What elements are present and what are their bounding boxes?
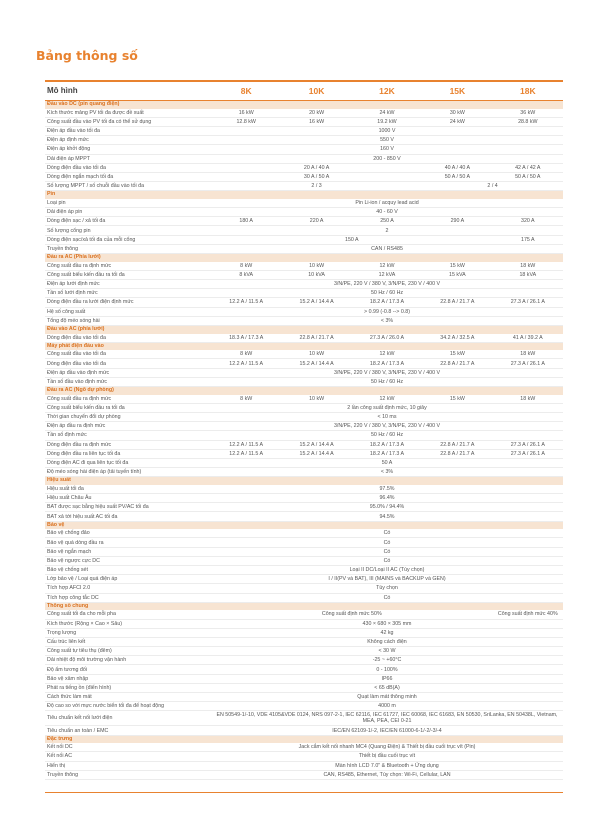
row-value: 18 kVA [493, 270, 563, 279]
row-label: Phát ra tiếng ồn (điển hình) [45, 683, 211, 692]
row-value: 18 kW [493, 350, 563, 359]
row-value: 15.2 A / 14.4 A [281, 449, 351, 458]
row-value: EN 50549-1/-10, VDE 4105&VDE 0124, NRS 097-2-1, IEC 62116, IEC 61727, IEC 60068, IEC 61683, EN 50530, SriLanka, EN 50438L, Vietnam, MEA, PEA, CEI 0-21 [211, 711, 563, 726]
row-value: 12.2 A / 11.5 A [211, 449, 281, 458]
row-value: 8 kVA [211, 270, 281, 279]
row-label: BAT xả tới hiệu suất AC tối đa [45, 512, 211, 521]
row-value: 250 A [352, 217, 422, 226]
row-label: Điện áp đầu vào định mức [45, 368, 211, 377]
row-value: 15.2 A / 14.4 A [281, 359, 351, 368]
row-value: 3/N/PE, 220 V / 380 V, 3/N/PE, 230 V / 400 V [211, 279, 563, 288]
table-row [45, 279, 563, 288]
row-value: IP66 [211, 674, 563, 683]
row-value: Thiết bị đầu cuối trục vít [211, 752, 563, 761]
row-value: 3/N/PE, 220 V / 380 V, 3/N/PE, 230 V / 400 V [211, 422, 563, 431]
header-model-18k: 18K [493, 81, 563, 101]
row-value: 220 A [281, 217, 351, 226]
row-value: 10 kW [281, 395, 351, 404]
section-header [45, 735, 563, 743]
row-value: 41 A / 39.2 A [493, 334, 563, 343]
row-value: 18.2 A / 17.3 A [352, 298, 422, 307]
table-row [45, 109, 563, 118]
row-label: Công suất đầu vào PV tối đa có thể sử dụng [45, 117, 211, 126]
row-value: 12 kW [352, 262, 422, 271]
row-value: 22.8 A / 21.7 A [422, 298, 492, 307]
table-row [45, 377, 563, 386]
section-header [45, 101, 563, 109]
row-value [211, 163, 281, 172]
table-row [45, 770, 563, 779]
row-value: Có [211, 538, 563, 547]
row-value: 18.2 A / 17.3 A [352, 359, 422, 368]
row-label: Tiêu chuẩn kết nối lưới điện [45, 711, 211, 726]
row-value: I / II(PV và BAT), III (MAINS và BACKUP và GEN) [211, 575, 563, 584]
table-row [45, 619, 563, 628]
row-value: 50 A / 50 A [493, 172, 563, 181]
row-value: 94.5% [211, 512, 563, 521]
row-label: Điện áp định mức [45, 136, 211, 145]
row-value [211, 182, 281, 191]
row-value: 10 kW [281, 262, 351, 271]
section-header [45, 325, 563, 333]
row-value: 15 kW [422, 350, 492, 359]
row-label: Cấu trúc liên kết [45, 637, 211, 646]
row-value: < 65 dB(A) [211, 683, 563, 692]
row-value [211, 172, 281, 181]
section-header [45, 387, 563, 395]
row-value: 430 × 680 × 305 mm [211, 619, 563, 628]
row-value: 8 kW [211, 395, 281, 404]
section-header [45, 342, 563, 350]
row-value: 18.3 A / 17.3 A [211, 334, 281, 343]
table-row [45, 440, 563, 449]
header-model-label: Mô hình [45, 81, 211, 101]
table-row [45, 512, 563, 521]
row-label: Dòng điện AC đi qua liên tục tối đa [45, 458, 211, 467]
table-row [45, 395, 563, 404]
table-row [45, 593, 563, 602]
row-value: 10 kW [281, 350, 351, 359]
row-label: Hiệu suất Châu Âu [45, 494, 211, 503]
table-row [45, 199, 563, 208]
table-row [45, 575, 563, 584]
row-value: 18.2 A / 17.3 A [352, 440, 422, 449]
table-row [45, 637, 563, 646]
row-value: > 0.99 (-0.8 --> 0.8) [211, 307, 563, 316]
section-title: Máy phát điện đầu vào [45, 342, 563, 350]
row-value: 3/N/PE, 220 V / 380 V, 3/N/PE, 230 V / 400 V [211, 368, 563, 377]
row-value: 42 kg [211, 628, 563, 637]
row-value: 15 kVA [422, 270, 492, 279]
table-row [45, 647, 563, 656]
spec-table [45, 80, 563, 780]
row-label: Độ méo sóng hài điện áp (tải tuyến tính) [45, 468, 211, 477]
section-title: Đầu ra AC (Phía lưới) [45, 254, 563, 262]
row-value: 160 V [211, 145, 563, 154]
table-row [45, 665, 563, 674]
row-label: Tích hợp AFCI 2.0 [45, 584, 211, 593]
row-value: Quạt làm mát thông minh [211, 693, 563, 702]
section-header [45, 191, 563, 199]
row-value: 12 kW [352, 395, 422, 404]
table-row [45, 126, 563, 135]
row-value: 200 - 850 V [211, 154, 563, 163]
row-label: Tần số đầu vào định mức [45, 377, 211, 386]
row-value: CAN, RS485, Ethernet, Tùy chọn: Wi-Fi, Cellular, LAN [211, 770, 563, 779]
row-value: 16 kW [281, 117, 351, 126]
table-row [45, 674, 563, 683]
table-row [45, 350, 563, 359]
section-title: Đặc trưng [45, 735, 563, 743]
row-value: < 3% [211, 468, 563, 477]
table-row [45, 217, 563, 226]
row-value: Jack cắm kết nối nhanh MC4 (Quang Điện) & Thiết bị đầu cuối trục vít (Pin) [211, 743, 563, 752]
row-label: Công suất tối đa cho mỗi pha [45, 610, 211, 619]
section-title: Đầu vào AC (phía lưới) [45, 325, 563, 333]
section-header [45, 254, 563, 262]
table-row [45, 702, 563, 711]
row-value: 50 Hz / 60 Hz [211, 431, 563, 440]
table-row [45, 458, 563, 467]
row-label: Truyền thông [45, 244, 211, 253]
row-value: Có [211, 529, 563, 538]
row-label: Số lượng cổng pin [45, 226, 211, 235]
row-value: 12.2 A / 11.5 A [211, 298, 281, 307]
row-value: 12.8 kW [211, 117, 281, 126]
row-value: 1000 V [211, 126, 563, 135]
row-value: 550 V [211, 136, 563, 145]
row-value: 22.8 A / 21.7 A [422, 449, 492, 458]
row-value: 18 kW [493, 262, 563, 271]
table-row [45, 711, 563, 726]
row-label: Công suất đầu ra định mức [45, 262, 211, 271]
bottom-divider [45, 792, 563, 793]
row-label: Dòng điện đầu vào tối đa [45, 359, 211, 368]
table-row [45, 468, 563, 477]
row-value: 290 A [422, 217, 492, 226]
section-header [45, 521, 563, 529]
row-value: 95.0% / 94.4% [211, 503, 563, 512]
table-row [45, 529, 563, 538]
table-row [45, 431, 563, 440]
row-value: Màn hình LCD 7.0" & Bluetooth + Ứng dụng [211, 761, 563, 770]
table-row [45, 413, 563, 422]
row-label: Bảo vệ xâm nhập [45, 674, 211, 683]
table-row [45, 136, 563, 145]
table-row [45, 422, 563, 431]
row-label: Bảo vệ ngược cực DC [45, 556, 211, 565]
table-row [45, 316, 563, 325]
table-row [45, 334, 563, 343]
row-value: 12.2 A / 11.5 A [211, 359, 281, 368]
row-label: Công suất tự tiêu thụ (đêm) [45, 647, 211, 656]
section-header [45, 602, 563, 610]
table-row [45, 656, 563, 665]
row-label: Bảo vệ chống đảo [45, 529, 211, 538]
row-label: Tần số lưới định mức [45, 289, 211, 298]
table-row [45, 610, 563, 619]
table-row [45, 298, 563, 307]
table-row [45, 494, 563, 503]
row-value: CAN / RS485 [211, 244, 563, 253]
row-value: 22.8 A / 21.7 A [422, 359, 492, 368]
table-row [45, 556, 563, 565]
table-row [45, 693, 563, 702]
header-model-15k: 15K [422, 81, 492, 101]
row-value [352, 182, 422, 191]
row-label: Thời gian chuyển đổi dự phòng [45, 413, 211, 422]
row-value: 30 kW [422, 109, 492, 118]
table-row [45, 226, 563, 235]
row-value: 50 Hz / 60 Hz [211, 377, 563, 386]
row-value: 12.2 A / 11.5 A [211, 440, 281, 449]
row-value [352, 172, 422, 181]
row-label: Điện áp đầu ra định mức [45, 422, 211, 431]
row-label: Dải điện áp MPPT [45, 154, 211, 163]
row-value: < 30 W [211, 647, 563, 656]
row-value: Công suất định mức 50% [211, 610, 493, 619]
row-value: 150 A [211, 235, 493, 244]
row-label: Dòng điện ngắn mạch tối đa [45, 172, 211, 181]
row-label: Kết nối DC [45, 743, 211, 752]
row-label: Dòng điện đầu vào tối đa [45, 334, 211, 343]
row-value: 16 kW [211, 109, 281, 118]
row-value: 42 A / 42 A [493, 163, 563, 172]
row-value: 30 A / 50 A [281, 172, 351, 181]
row-label: Bảo vệ chống sét [45, 566, 211, 575]
row-value: IEC/EN 62109-1/-2, IEC/EN 61000-6-1/-2/-3/-4 [211, 726, 563, 735]
table-row [45, 270, 563, 279]
table-row [45, 182, 563, 191]
row-value: 97.5% [211, 485, 563, 494]
row-value: 27.3 A / 26.1 A [493, 449, 563, 458]
row-value: Công suất định mức 40% [493, 610, 563, 619]
row-value: 15.2 A / 14.4 A [281, 440, 351, 449]
table-row [45, 244, 563, 253]
row-value: 2 / 3 [281, 182, 351, 191]
row-label: Hệ số công suất [45, 307, 211, 316]
row-label: Độ cao so với mực nước biển tối đa để hoạt động [45, 702, 211, 711]
row-value: 24 kW [352, 109, 422, 118]
table-row [45, 163, 563, 172]
table-header [45, 81, 563, 101]
row-value: 12 kVA [352, 270, 422, 279]
row-value: Không cách điện [211, 637, 563, 646]
table-row [45, 485, 563, 494]
table-row [45, 726, 563, 735]
row-value: 27.3 A / 26.1 A [493, 440, 563, 449]
row-label: Kết nối AC [45, 752, 211, 761]
row-label: Số lượng MPPT / số chuỗi đầu vào tối đa [45, 182, 211, 191]
section-header [45, 477, 563, 485]
row-value: 4000 m [211, 702, 563, 711]
row-label: Độ ẩm tương đối [45, 665, 211, 674]
row-value: 10 kVA [281, 270, 351, 279]
row-value: 40 A / 40 A [422, 163, 492, 172]
row-label: Hiệu suất tối đa [45, 485, 211, 494]
row-value: 2 / 4 [422, 182, 563, 191]
row-label: Dòng điện sạc / xả tối đa [45, 217, 211, 226]
table-row [45, 172, 563, 181]
table-row [45, 761, 563, 770]
section-title: Thông số chung [45, 602, 563, 610]
row-value: 12 kW [352, 350, 422, 359]
row-value: 0 - 100% [211, 665, 563, 674]
row-value: 320 A [493, 217, 563, 226]
row-value: < 10 ms [211, 413, 563, 422]
row-value: 20 A / 40 A [281, 163, 351, 172]
table-row [45, 628, 563, 637]
table-row [45, 584, 563, 593]
table-row [45, 743, 563, 752]
row-label: Kích thước mảng PV tối đa được đề xuất [45, 109, 211, 118]
table-row [45, 547, 563, 556]
table-row [45, 538, 563, 547]
row-value: 8 kW [211, 262, 281, 271]
table-row [45, 503, 563, 512]
row-label: Điện áp khởi động [45, 145, 211, 154]
row-label: Dải điện áp pin [45, 208, 211, 217]
header-model-8k: 8K [211, 81, 281, 101]
row-value: 34.2 A / 32.5 A [422, 334, 492, 343]
table-row [45, 683, 563, 692]
row-value [352, 163, 422, 172]
row-label: Công suất đầu vào tối đa [45, 350, 211, 359]
row-label: Lớp bảo vệ / Loại quá điện áp [45, 575, 211, 584]
row-value: 27.3 A / 26.1 A [493, 359, 563, 368]
row-label: Dải nhiệt độ môi trường vận hành [45, 656, 211, 665]
row-label: Loại pin [45, 199, 211, 208]
row-label: BAT được sạc bằng hiệu suất PV/AC tối đa [45, 503, 211, 512]
row-label: Dòng điện sạc/xả tối đa của mỗi cổng [45, 235, 211, 244]
row-label: Truyền thông [45, 770, 211, 779]
table-row [45, 368, 563, 377]
row-value: 50 A [211, 458, 563, 467]
row-value: 22.8 A / 21.7 A [281, 334, 351, 343]
row-label: Điện áp lưới định mức [45, 279, 211, 288]
section-title: Pin [45, 191, 563, 199]
row-value: 22.8 A / 21.7 A [422, 440, 492, 449]
table-row [45, 208, 563, 217]
row-label: Bảo vệ ngắn mạch [45, 547, 211, 556]
row-label: Tần số định mức [45, 431, 211, 440]
row-value: 40 - 60 V [211, 208, 563, 217]
row-value: 27.3 A / 26.1 A [493, 298, 563, 307]
row-value: 8 kW [211, 350, 281, 359]
row-value: 15 kW [422, 262, 492, 271]
table-row [45, 359, 563, 368]
row-label: Kích thước (Rộng × Cao × Sâu) [45, 619, 211, 628]
row-value: 175 A [493, 235, 563, 244]
row-label: Công suất biểu kiến đầu ra tối đa [45, 270, 211, 279]
page-title: Bảng thông số [36, 48, 138, 63]
row-value: < 3% [211, 316, 563, 325]
row-value: 20 kW [281, 109, 351, 118]
row-value: 15 kW [422, 395, 492, 404]
row-value: 50 A / 50 A [422, 172, 492, 181]
row-value: 18.2 A / 17.3 A [352, 449, 422, 458]
row-value: 15.2 A / 14.4 A [281, 298, 351, 307]
row-value: 50 Hz / 60 Hz [211, 289, 563, 298]
row-value: Có [211, 593, 563, 602]
row-label: Dòng điện đầu ra định mức [45, 440, 211, 449]
table-row [45, 289, 563, 298]
table-row [45, 752, 563, 761]
table-row [45, 235, 563, 244]
section-title: Đầu ra AC (Ngõ dự phòng) [45, 387, 563, 395]
row-value: Pin Li-ion / acquy lead acid [211, 199, 563, 208]
row-label: Cách thức làm mát [45, 693, 211, 702]
row-label: Tổng độ méo sóng hài [45, 316, 211, 325]
row-value: 19.2 kW [352, 117, 422, 126]
row-value: 2 [211, 226, 563, 235]
row-label: Công suất biểu kiến đầu ra tối đa [45, 403, 211, 412]
table-row [45, 403, 563, 412]
row-label: Điện áp đầu vào tối đa [45, 126, 211, 135]
section-title: Đầu vào DC (pin quang điện) [45, 101, 563, 109]
row-label: Dòng điện đầu ra liên tục tối đa [45, 449, 211, 458]
row-label: Tiêu chuẩn an toàn / EMC [45, 726, 211, 735]
row-label: Dòng điện đầu ra lưới điện định mức [45, 298, 211, 307]
table-row [45, 154, 563, 163]
section-title: Hiệu suất [45, 477, 563, 485]
row-value: 18 kW [493, 395, 563, 404]
row-value: 24 kW [422, 117, 492, 126]
row-value: 36 kW [493, 109, 563, 118]
row-label: Bảo vệ quá dòng đầu ra [45, 538, 211, 547]
row-value: 2 lần công suất định mức, 10 giây [211, 403, 563, 412]
header-model-12k: 12K [352, 81, 422, 101]
table-row [45, 145, 563, 154]
table-row [45, 307, 563, 316]
table-row [45, 566, 563, 575]
row-label: Hiển thị [45, 761, 211, 770]
table-row [45, 449, 563, 458]
table-row [45, 117, 563, 126]
row-value: 96.4% [211, 494, 563, 503]
row-label: Trọng lượng [45, 628, 211, 637]
row-label: Tích hợp công tắc DC [45, 593, 211, 602]
row-value: -25 ~ +60°C [211, 656, 563, 665]
row-label: Công suất đầu ra định mức [45, 395, 211, 404]
table-row [45, 262, 563, 271]
header-model-10k: 10K [281, 81, 351, 101]
row-value: Tùy chọn [211, 584, 563, 593]
row-value: Loại II DC/Loại II AC (Tùy chọn) [211, 566, 563, 575]
row-label: Dòng điện đầu vào tối đa [45, 163, 211, 172]
row-value: Có [211, 547, 563, 556]
row-value: Có [211, 556, 563, 565]
row-value: 28.8 kW [493, 117, 563, 126]
row-value: 180 A [211, 217, 281, 226]
row-value: 27.3 A / 26.0 A [352, 334, 422, 343]
section-title: Bảo vệ [45, 521, 563, 529]
